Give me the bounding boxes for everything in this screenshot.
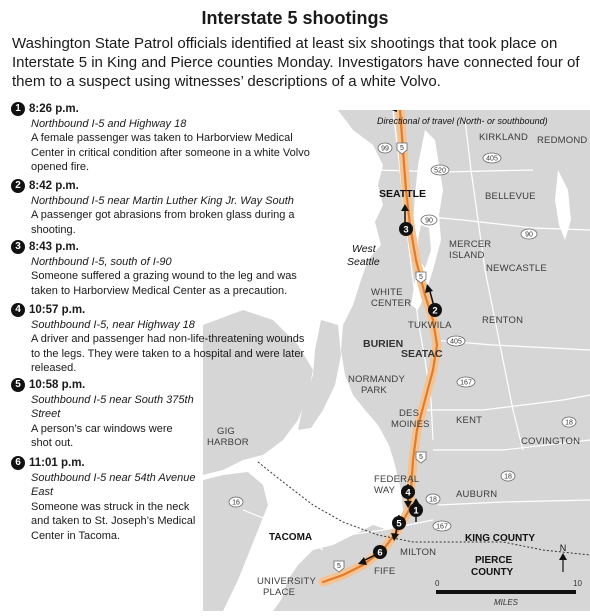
place-seattle: SEATTLE	[379, 188, 427, 200]
svg-text:N: N	[559, 543, 567, 553]
event-location: Northbound I-5, south of I-90	[31, 255, 172, 268]
travel-label: Directional of travel (North- or southbound)	[377, 116, 548, 126]
svg-text:90: 90	[425, 217, 433, 225]
svg-text:MILES: MILES	[493, 598, 519, 607]
shield-18-auburn	[501, 471, 515, 481]
svg-text:167: 167	[460, 379, 472, 387]
shield-520	[431, 165, 449, 175]
svg-text:2: 2	[432, 305, 438, 317]
svg-text:0: 0	[435, 579, 440, 588]
svg-text:18: 18	[565, 419, 573, 427]
intro-text: Washington State Patrol officials identified at least six shootings that took place on Interstate 5 in King and Pierce counties Monday. Investigators have connected four of them to a suspect using witnesses’ descriptions of a white Volvo.	[12, 35, 580, 90]
shield-18-fw	[426, 494, 440, 504]
place-bellevue: BELLEVUE	[485, 191, 536, 202]
event-time: 10:58 p.m.	[29, 379, 86, 391]
svg-text:18: 18	[504, 473, 512, 481]
place-pierce-county: PIERCE COUNTY	[471, 555, 514, 578]
event-number-badge: 2	[11, 179, 25, 193]
event-description: Someone suffered a grazing wound to the leg and was taken to Harborview Medical Center as a precaution.	[31, 270, 297, 297]
event-location: Southbound I-5 near South 375th Street	[31, 393, 194, 420]
event-2	[11, 179, 311, 237]
place-king-county: KING COUNTY	[465, 533, 535, 544]
event-location: Northbound I-5 near Martin Luther King Jr. Way South	[31, 194, 294, 207]
shield-405-north	[483, 153, 501, 163]
event-5	[11, 378, 196, 451]
svg-text:405: 405	[486, 155, 498, 163]
shield-18-east	[562, 417, 576, 427]
event-time: 8:26 p.m.	[29, 103, 79, 115]
svg-text:520: 520	[434, 167, 446, 175]
event-location: Southbound I-5 near 54th Avenue East	[31, 471, 196, 498]
event-time: 10:57 p.m.	[29, 304, 86, 316]
svg-text:3: 3	[403, 224, 409, 236]
place-covington: COVINGTON	[521, 436, 581, 447]
place-kent: KENT	[456, 415, 483, 426]
svg-text:5: 5	[396, 518, 402, 530]
place-mercer-island: MERCER ISLAND	[449, 239, 492, 261]
event-time: 8:43 p.m.	[29, 241, 79, 253]
svg-text:5: 5	[419, 274, 423, 281]
event-description: A female passenger was taken to Harborview Medical Center in critical condition after someone in a white Volvo opened fire.	[31, 132, 310, 173]
event-description: Someone was struck in the neck and taken to St. Joseph’s Medical Center in Tacoma.	[31, 500, 196, 542]
event-description: A passenger got abrasions from broken glass during a shooting.	[31, 209, 295, 236]
svg-text:6: 6	[377, 547, 383, 559]
place-redmond: REDMOND	[537, 135, 588, 146]
place-tukwila: TUKWILA	[408, 320, 452, 331]
shield-167-south	[433, 521, 451, 531]
svg-text:18: 18	[429, 496, 437, 504]
event-1	[11, 102, 311, 175]
event-location: Northbound I-5 and Highway 18	[31, 117, 187, 130]
place-white-center: WHITE CENTER	[371, 287, 412, 309]
svg-text:5: 5	[337, 563, 341, 570]
svg-text:5: 5	[419, 454, 423, 461]
shield-99-north	[378, 143, 392, 153]
event-number-badge: 4	[11, 303, 25, 317]
place-federal-way: FEDERAL WAY	[374, 474, 420, 496]
place-newcastle: NEWCASTLE	[486, 263, 547, 274]
event-number-badge: 1	[11, 102, 25, 116]
place-des-moines: DES MOINES	[391, 408, 430, 430]
event-time: 8:42 p.m.	[29, 180, 79, 192]
svg-text:167: 167	[436, 523, 448, 531]
shield-405-south	[447, 336, 465, 346]
place-kirkland: KIRKLAND	[479, 132, 529, 143]
place-west-seattle: West Seattle	[347, 243, 380, 268]
event-6	[11, 456, 196, 543]
svg-text:1: 1	[413, 505, 419, 517]
event-4	[11, 303, 311, 376]
event-location: Southbound I-5, near Highway 18	[31, 318, 195, 331]
place-auburn: AUBURN	[456, 489, 498, 500]
svg-text:5: 5	[400, 145, 404, 152]
event-number-badge: 6	[11, 456, 25, 470]
svg-text:99: 99	[381, 145, 389, 153]
place-renton: RENTON	[482, 315, 524, 326]
event-time: 11:01 p.m.	[29, 457, 85, 469]
event-description: A person’s car windows were shot out.	[31, 422, 173, 449]
event-3	[11, 240, 311, 298]
shield-16	[229, 497, 243, 507]
page-title: Interstate 5 shootings	[201, 8, 389, 28]
shield-90-west	[421, 215, 437, 225]
shield-167-north	[457, 377, 475, 387]
place-university-place: UNIVERSITY PLACE	[257, 576, 317, 598]
place-milton: MILTON	[400, 547, 437, 558]
place-normandy-park: NORMANDY PARK	[348, 374, 406, 396]
svg-text:4: 4	[405, 487, 411, 499]
place-burien: BURIEN	[363, 338, 404, 350]
place-seatac: SEATAC	[401, 348, 443, 360]
svg-text:90: 90	[525, 231, 533, 239]
event-number-badge: 3	[11, 240, 25, 254]
place-tacoma: TACOMA	[269, 532, 313, 543]
event-number-badge: 5	[11, 378, 25, 392]
place-gig-harbor: GIG HARBOR	[207, 426, 249, 448]
svg-text:16: 16	[232, 499, 240, 507]
svg-text:405: 405	[450, 338, 462, 346]
svg-text:10: 10	[573, 579, 582, 588]
place-fife: FIFE	[374, 566, 396, 577]
shield-90-east	[521, 229, 537, 239]
event-description: A driver and passenger had non-life-threatening wounds to the legs. They were taken to a hospital and were later released.	[31, 333, 305, 374]
